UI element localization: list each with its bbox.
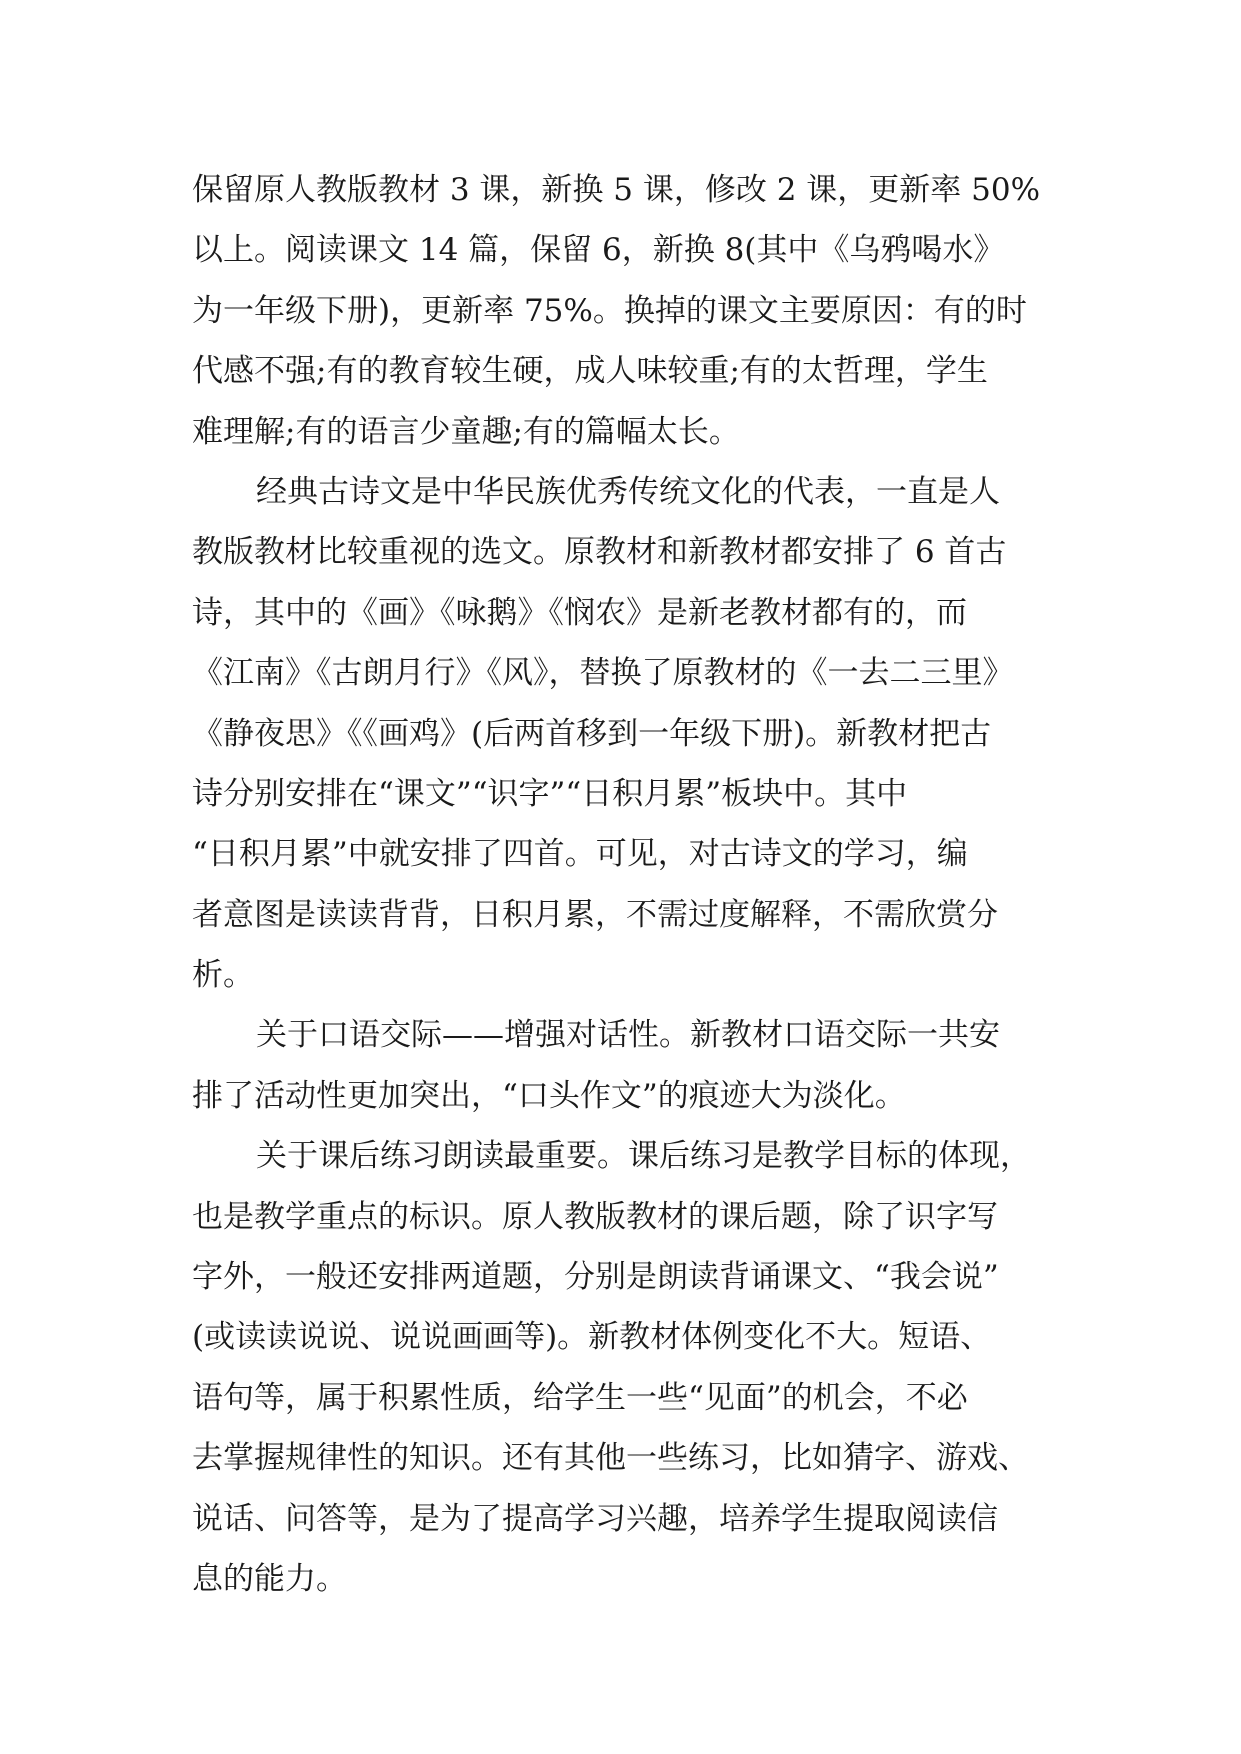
text-line: 为一年级下册)，更新率 75%。换掉的课文主要原因：有的时 [192,292,1027,329]
text-line: 析。 [192,957,254,994]
text-line: 《江南》《古朗月行》《风》，替换了原教材的《一去二三里》 [192,655,1014,692]
text-line: 代感不强;有的教育较生硬，成人味较重;有的太哲理，学生 [192,353,988,390]
text-line: 以上。阅读课文 14 篇，保留 6，新换 8(其中《乌鸦喝水》 [192,232,1005,269]
text-line: (或读读说说、说说画画等)。新教材体例变化不大。短语、 [192,1319,992,1356]
text-line: 字外，一般还安排两道题，分别是朗读背诵课文、“我会说” [192,1259,999,1296]
text-line: 教版教材比较重视的选文。原教材和新教材都安排了 6 首古 [192,534,1007,571]
body-text [192,160,1092,1609]
text-line: 经典古诗文是中华民族优秀传统文化的代表，一直是人 [256,473,1000,510]
text-line: 语句等，属于积累性质，给学生一些“见面”的机会，不必 [192,1379,968,1416]
text-line: 诗，其中的《画》《咏鹅》《悯农》是新老教材都有的，而 [192,594,967,631]
text-line: 《静夜思》《《画鸡》(后两首移到一年级下册)。新教材把古 [192,715,992,752]
text-line: 去掌握规律性的知识。还有其他一些练习，比如猜字、游戏、 [192,1440,1029,1477]
text-line: 诗分别安排在“课文”“识字”“日积月累”板块中。其中 [192,775,908,812]
text-line: 关于课后练习朗读最重要。课后练习是教学目标的体现， [256,1138,1031,1175]
text-line: 排了活动性更加突出，“口头作文”的痕迹大为淡化。 [192,1077,906,1114]
text-line: 息的能力。 [192,1560,347,1597]
text-line: 关于口语交际——增强对话性。新教材口语交际一共安 [256,1017,1000,1054]
text-line: 说话、问答等，是为了提高学习兴趣，培养学生提取阅读信 [192,1500,998,1537]
text-line: 也是教学重点的标识。原人教版教材的课后题，除了识字写 [192,1198,998,1235]
text-line: 者意图是读读背背，日积月累，不需过度解释，不需欣赏分 [192,896,998,933]
text-line: 保留原人教版教材 3 课，新换 5 课，修改 2 课，更新率 50% [192,172,1041,208]
text-line: 难理解;有的语言少童趣;有的篇幅太长。 [192,413,740,450]
text-line: “日积月累”中就安排了四首。可见，对古诗文的学习，编 [192,836,968,873]
